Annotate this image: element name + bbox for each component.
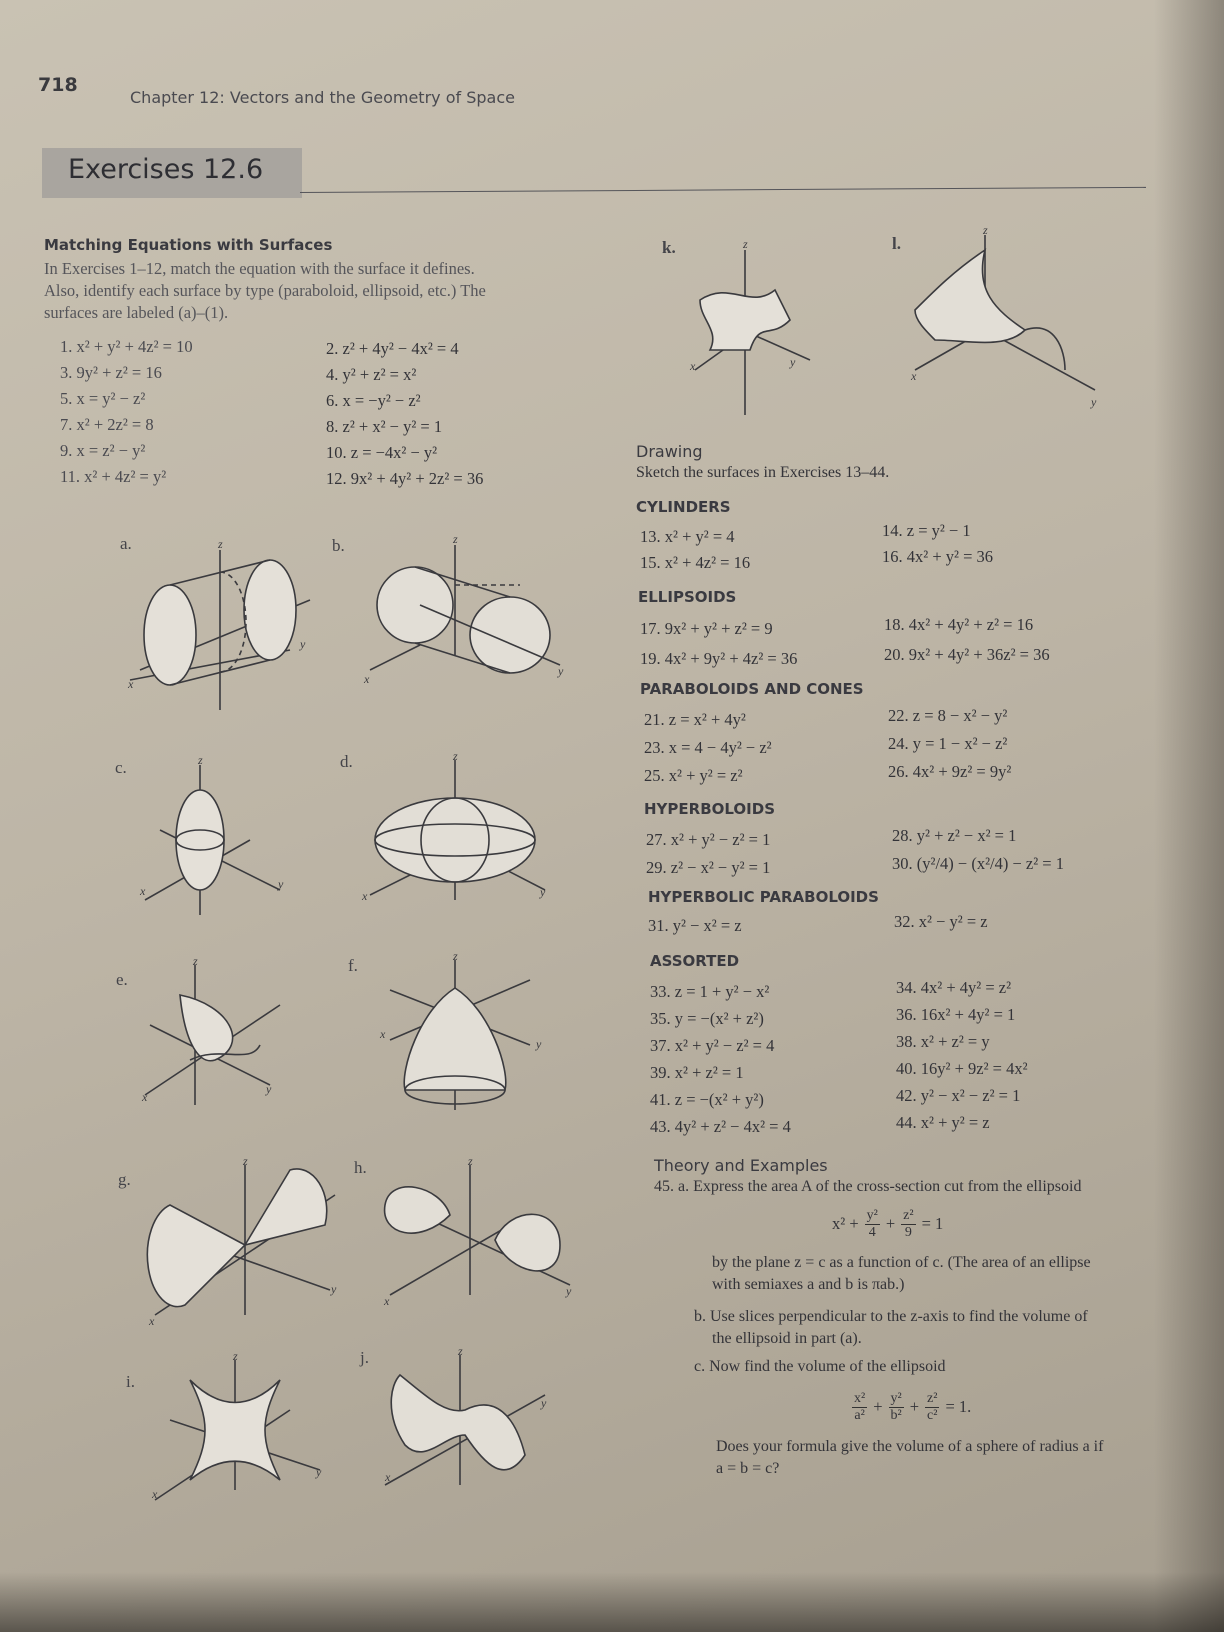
- axis-label: y: [331, 1282, 337, 1296]
- exercise-item: 16. 4x² + y² = 36: [882, 547, 994, 566]
- equation-rhs: = 1.: [945, 1397, 972, 1416]
- page-bottom-shadow: [0, 1572, 1224, 1632]
- paraboloids-left: [644, 706, 772, 790]
- page-number: 718: [38, 74, 78, 96]
- ellipsoids-left: [640, 614, 797, 674]
- exercise-item: 30. (y²/4) − (x²/4) − z² = 1: [892, 854, 1064, 873]
- equation-ellipsoid-2: [852, 1382, 971, 1432]
- group-title-cylinders: CYLINDERS: [636, 498, 731, 516]
- figure-label-a: a.: [120, 534, 132, 553]
- fraction: [925, 1391, 939, 1424]
- figure-label-f: f.: [348, 956, 358, 975]
- axis-label: z: [198, 753, 203, 767]
- axis-label: z: [743, 237, 748, 251]
- drawing-heading: Drawing: [636, 442, 703, 461]
- exercise-item: 32. x² − y² = z: [894, 912, 988, 931]
- group-title-hyperbolic-paraboloids: HYPERBOLIC PARABOLOIDS: [648, 888, 879, 906]
- exercise-item: 9. x = z² − y²: [60, 441, 146, 460]
- axis-label: x: [140, 884, 146, 898]
- exercise-item: 43. 4y² + z² − 4x² = 4: [650, 1117, 791, 1136]
- axis-label: x: [364, 672, 370, 686]
- axis-label: z: [193, 954, 198, 968]
- exercise-item: 3. 9y² + z² = 16: [60, 363, 162, 382]
- figure-e-paraboloid: [140, 954, 300, 1115]
- axis-label: y: [540, 885, 546, 899]
- exercise-item: 21. z = x² + 4y²: [644, 710, 746, 729]
- fraction-denominator: 4: [868, 1224, 876, 1240]
- figure-label-j: j.: [360, 1348, 369, 1367]
- figure-b-elliptic-cylinder: [360, 532, 580, 715]
- exercise-45c-continued: [716, 1436, 1103, 1480]
- axis-label: y: [1091, 395, 1097, 409]
- axis-label: x: [149, 1314, 155, 1328]
- figure-i-hyperboloid: [150, 1349, 330, 1501]
- fraction-denominator: 9: [904, 1224, 912, 1240]
- text-line: a = b = c?: [716, 1460, 780, 1477]
- exercise-item: 31. y² − x² = z: [648, 916, 742, 935]
- axis-label: z: [243, 1154, 248, 1168]
- group-title-assorted: ASSORTED: [650, 952, 740, 970]
- plus-sign: +: [909, 1397, 920, 1416]
- axis-label: x: [384, 1294, 390, 1308]
- axis-label: x: [385, 1470, 391, 1484]
- text-line: b. Use slices perpendicular to the z-axis to find the volume of: [694, 1308, 1088, 1325]
- exercises-title: Exercises 12.6: [68, 154, 264, 185]
- figure-c-ellipsoid: [140, 753, 290, 920]
- axis-label: z: [453, 532, 458, 546]
- assorted-right: [896, 974, 1028, 1136]
- matching-left-column: [60, 334, 193, 490]
- exercise-item: 40. 16y² + 9z² = 4x²: [896, 1059, 1028, 1078]
- axis-label: y: [536, 1037, 542, 1051]
- equation-ellipsoid-1: [832, 1200, 943, 1248]
- exercise-item: 19. 4x² + 9y² + 4z² = 36: [640, 649, 798, 668]
- figure-label-h: h.: [354, 1158, 367, 1177]
- chapter-title: Chapter 12: Vectors and the Geometry of Space: [130, 88, 515, 107]
- fraction: [865, 1208, 880, 1241]
- drawing-intro: Sketch the surfaces in Exercises 13–44.: [636, 464, 890, 481]
- group-title-ellipsoids: ELLIPSOIDS: [638, 588, 737, 606]
- figure-a-elliptic-cylinder: [120, 537, 330, 720]
- figure-label-i: i.: [126, 1372, 135, 1391]
- exercise-item: 11. x² + 4z² = y²: [60, 467, 167, 486]
- figure-h-hyperboloid: [380, 1154, 580, 1315]
- fraction-numerator: z²: [903, 1207, 914, 1223]
- exercise-item: 14. z = y² − 1: [882, 521, 971, 540]
- fraction-denominator: c²: [927, 1407, 938, 1423]
- exercise-item: 41. z = −(x² + y²): [650, 1090, 764, 1109]
- exercise-item: 37. x² + y² − z² = 4: [650, 1036, 775, 1055]
- fraction-denominator: a²: [854, 1407, 865, 1423]
- exercise-item: 17. 9x² + y² + z² = 9: [640, 619, 773, 638]
- exercise-item: 33. z = 1 + y² − x²: [650, 982, 770, 1001]
- exercise-item: 39. x² + z² = 1: [650, 1063, 744, 1082]
- figure-label-b: b.: [332, 536, 345, 555]
- exercise-item: 15. x² + 4z² = 16: [640, 553, 751, 572]
- fraction: [852, 1391, 867, 1424]
- cylinders-right: [882, 518, 993, 570]
- axis-label: x: [362, 889, 368, 903]
- axis-label: z: [453, 749, 458, 763]
- plus-sign: +: [885, 1214, 896, 1233]
- axis-label: x: [128, 677, 134, 691]
- exercise-item: 34. 4x² + 4y² = z²: [896, 978, 1012, 997]
- exercise-item: 10. z = −4x² − y²: [326, 443, 438, 462]
- axis-label: y: [316, 1465, 322, 1479]
- fraction-numerator: y²: [866, 1207, 878, 1223]
- theory-heading: Theory and Examples: [654, 1156, 828, 1175]
- exercise-item: 42. y² − x² − z² = 1: [896, 1086, 1021, 1105]
- exercise-item: 38. x² + z² = y: [896, 1032, 990, 1051]
- axis-label: z: [468, 1154, 473, 1168]
- equation-rhs: = 1: [921, 1214, 944, 1233]
- exercise-item: 12. 9x² + 4y² + 2z² = 36: [326, 469, 484, 488]
- exercise-45b: [694, 1306, 1088, 1350]
- exercise-item: 36. 16x² + 4y² = 1: [896, 1005, 1016, 1024]
- matching-intro-line: surfaces are labeled (a)–(1).: [44, 303, 229, 322]
- text-line: Does your formula give the volume of a sphere of radius a if: [716, 1438, 1104, 1455]
- axis-label: y: [566, 1284, 572, 1298]
- ellipsoids-right: [884, 610, 1050, 670]
- axis-label: y: [790, 355, 796, 369]
- exercise-item: 7. x² + 2z² = 8: [60, 415, 154, 434]
- group-title-hyperboloids: HYPERBOLOIDS: [644, 800, 776, 818]
- exercise-item: 24. y = 1 − x² − z²: [888, 734, 1008, 753]
- axis-label: z: [233, 1349, 238, 1363]
- exercise-item: 44. x² + y² = z: [896, 1113, 990, 1132]
- header-rule: [300, 187, 1146, 193]
- matching-intro-line: Also, identify each surface by type (paraboloid, ellipsoid, etc.) The: [44, 281, 486, 300]
- exercise-item: 4. y² + z² = x²: [326, 365, 417, 384]
- cylinders-left: [640, 524, 750, 576]
- matching-right-column: [326, 336, 483, 492]
- figure-l-hyperbolic-paraboloid: [905, 223, 1105, 410]
- fraction-denominator: b²: [890, 1407, 902, 1423]
- exercise-item: 23. x = 4 − 4y² − z²: [644, 738, 772, 757]
- axis-label: y: [266, 1082, 272, 1096]
- figure-j-hyperboloid: [385, 1344, 565, 1495]
- fraction: [889, 1391, 904, 1424]
- page-edge-shadow: [1154, 0, 1224, 1632]
- fraction-numerator: x²: [854, 1390, 866, 1406]
- exercise-item: 29. z² − x² − y² = 1: [646, 858, 771, 877]
- exercise-45c: c. Now find the volume of the ellipsoid: [694, 1358, 946, 1375]
- matching-intro-line: In Exercises 1–12, match the equation with the surface it defines.: [44, 259, 475, 278]
- plus-sign: +: [873, 1397, 883, 1416]
- figure-k-hyperbolic-paraboloid: [690, 237, 830, 420]
- figure-label-d: d.: [340, 752, 353, 771]
- axis-label: y: [558, 664, 564, 678]
- figure-label-g: g.: [118, 1170, 131, 1189]
- exercise-item: 8. z² + x² − y² = 1: [326, 417, 443, 436]
- exercise-45a: 45. a. Express the area A of the cross-section cut from the ellipsoid: [654, 1178, 1082, 1195]
- figure-f-paraboloid: [380, 949, 550, 1120]
- exercise-item: 18. 4x² + 4y² + z² = 16: [884, 615, 1034, 634]
- axis-label: y: [300, 637, 306, 651]
- axis-label: x: [911, 369, 917, 383]
- text-line: with semiaxes a and b is πab.): [712, 1276, 905, 1293]
- axis-label: x: [152, 1487, 158, 1501]
- equation-term: x² +: [832, 1214, 859, 1233]
- figure-label-e: e.: [116, 970, 128, 989]
- matching-heading: Matching Equations with Surfaces: [44, 236, 333, 254]
- exercise-item: 1. x² + y² + 4z² = 10: [60, 337, 193, 356]
- text-line: by the plane z = c as a function of c. (The area of an ellipse: [712, 1254, 1091, 1271]
- exercise-item: 2. z² + 4y² − 4x² = 4: [326, 339, 459, 358]
- figure-label-c: c.: [115, 758, 127, 777]
- figure-label-k: k.: [662, 238, 676, 257]
- exercise-item: 28. y² + z² − x² = 1: [892, 826, 1017, 845]
- fraction: [901, 1208, 915, 1241]
- fraction-numerator: y²: [890, 1390, 902, 1406]
- axis-label: z: [453, 949, 458, 963]
- exercise-item: 27. x² + y² − z² = 1: [646, 830, 771, 849]
- axis-label: x: [380, 1027, 386, 1041]
- exercise-item: 20. 9x² + 4y² + 36z² = 36: [884, 645, 1050, 664]
- assorted-left: [650, 978, 791, 1140]
- figure-d-ellipsoid: [360, 749, 560, 910]
- axis-label: x: [142, 1090, 148, 1104]
- exercise-item: 26. 4x² + 9z² = 9y²: [888, 762, 1012, 781]
- axis-label: z: [218, 537, 223, 551]
- axis-label: y: [278, 877, 284, 891]
- exercise-item: 5. x = y² − z²: [60, 389, 146, 408]
- axis-label: x: [690, 359, 696, 373]
- figure-g-cone: [145, 1154, 345, 1328]
- fraction-numerator: z²: [927, 1390, 938, 1406]
- hyperbolic-paraboloids-left: [648, 916, 742, 936]
- exercise-item: 13. x² + y² = 4: [640, 527, 735, 546]
- hyperboloids-left: [646, 826, 770, 882]
- exercise-45a-continued: [712, 1252, 1091, 1296]
- figure-label-l: l.: [892, 234, 901, 253]
- axis-label: z: [458, 1344, 463, 1358]
- exercise-item: 25. x² + y² = z²: [644, 766, 743, 785]
- paraboloids-right: [888, 702, 1011, 786]
- exercise-item: 35. y = −(x² + z²): [650, 1009, 764, 1028]
- group-title-paraboloids: PARABOLOIDS AND CONES: [640, 680, 864, 698]
- text-line: the ellipsoid in part (a).: [712, 1330, 862, 1347]
- hyperboloids-right: [892, 822, 1064, 878]
- hyperbolic-paraboloids-right: [894, 912, 988, 932]
- axis-label: z: [983, 223, 988, 237]
- axis-label: y: [541, 1396, 547, 1410]
- exercise-item: 22. z = 8 − x² − y²: [888, 706, 1008, 725]
- exercise-item: 6. x = −y² − z²: [326, 391, 421, 410]
- matching-intro: [44, 258, 486, 324]
